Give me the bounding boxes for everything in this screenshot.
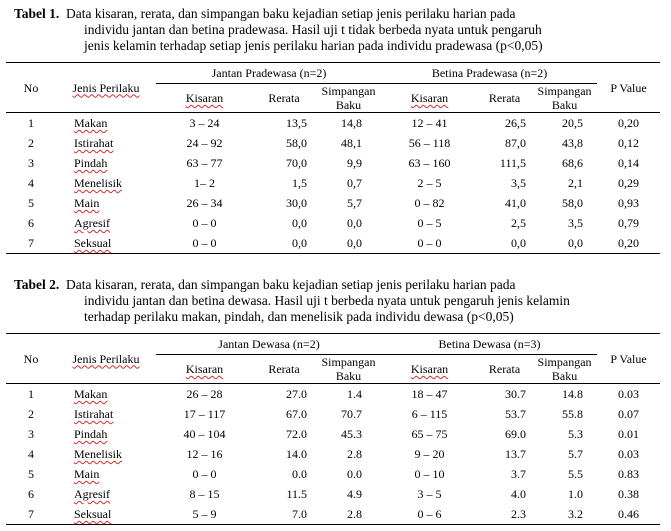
cell-js: 2.8 <box>315 504 382 525</box>
cell-no: 6 <box>28 487 34 501</box>
table-row <box>6 464 660 484</box>
cell-jr: 1,5 <box>292 176 307 190</box>
cell-ba: 12 – 41 <box>411 116 448 130</box>
cell-jr: 58,0 <box>286 136 307 150</box>
cell-js: 9,9 <box>347 156 363 170</box>
cell-jr: 67.0 <box>286 407 307 421</box>
cell-br: 4.0 <box>511 487 527 501</box>
cell-jr: 0.0 <box>292 467 307 481</box>
cell-name: Seksual <box>56 233 156 254</box>
cell-ja: 63 – 77 <box>186 156 223 170</box>
cell-ba: 0 – 82 <box>414 196 445 210</box>
cell-no: 5 <box>28 196 34 210</box>
cell-br: 0,0 <box>477 233 532 254</box>
table-row <box>6 193 660 213</box>
cell-p: 0,93 <box>618 196 640 210</box>
cell-p: 0,12 <box>618 136 640 150</box>
table-row <box>6 133 660 153</box>
cell-js: 0.0 <box>347 467 363 481</box>
cell-name: Istirahat <box>74 136 114 150</box>
cell-bs: 5.7 <box>568 447 584 461</box>
cell-jr: 27.0 <box>286 387 307 401</box>
col-kisaran-header: Kisaran <box>156 84 253 113</box>
cell-ja: 0 – 0 <box>192 216 217 230</box>
cell-ja: 8 – 15 <box>189 487 220 501</box>
col-kisaran-header: Kisaran <box>382 84 477 113</box>
cell-jr: 11.5 <box>286 487 307 501</box>
col-simpangan-header: Simpangan Baku <box>315 84 382 113</box>
cell-p: 0.03 <box>618 387 640 401</box>
table2-caption-line2: individu jantan dan betina dewasa. Hasil uji t berbeda nyata untuk pengaruh jenis kelamin <box>84 293 570 308</box>
cell-ja: 5 – 9 <box>156 504 253 525</box>
table1-caption-line2: individu jantan dan betina pradewasa. Hasil uji t tidak berbeda nyata untuk pengaruh <box>84 22 542 37</box>
cell-name: Makan <box>74 116 108 130</box>
cell-name: Agresif <box>74 487 110 501</box>
cell-name: Menelisik <box>74 447 122 461</box>
table-row <box>6 484 660 504</box>
cell-js: 2.8 <box>347 447 363 461</box>
col-no-header: No <box>6 334 56 384</box>
cell-bs: 5.3 <box>568 427 584 441</box>
cell-br: 13.7 <box>505 447 527 461</box>
cell-br: 26,5 <box>505 116 527 130</box>
cell-bs: 1.0 <box>568 487 584 501</box>
cell-bs: 68,6 <box>562 156 584 170</box>
cell-jr: 0,0 <box>292 216 307 230</box>
cell-p: 0.03 <box>618 447 640 461</box>
cell-jr: 14.0 <box>286 447 307 461</box>
table-row <box>6 213 660 233</box>
table2-caption-line1: Tabel 2. Data kisaran, rerata, dan simpangan baku kejadian setiap jenis perilaku harian pada <box>14 277 516 292</box>
cell-no: 3 <box>28 427 34 441</box>
col-jenis-header: Jenis Perilaku <box>56 63 156 113</box>
cell-ba: 9 – 20 <box>414 447 445 461</box>
cell-p: 0,79 <box>618 216 640 230</box>
cell-br: 111,5 <box>499 156 527 170</box>
cell-bs: 3.2 <box>532 504 597 525</box>
cell-js: 70.7 <box>341 407 363 421</box>
cell-p: 0,14 <box>618 156 640 170</box>
cell-ba: 0 – 10 <box>414 467 445 481</box>
cell-ja: 3 – 24 <box>189 116 220 130</box>
cell-no: 2 <box>28 407 34 421</box>
cell-name: Pindah <box>74 427 108 441</box>
cell-no: 4 <box>28 447 34 461</box>
col-rerata-header: Rerata <box>477 84 532 113</box>
col-pvalue-header: P Value <box>597 334 660 384</box>
cell-br: 30.7 <box>505 387 527 401</box>
cell-ba: 65 – 75 <box>411 427 448 441</box>
table-row <box>6 404 660 424</box>
cell-p: 0,29 <box>618 176 640 190</box>
cell-ja: 24 – 92 <box>186 136 223 150</box>
cell-no: 1 <box>28 387 34 401</box>
cell-js: 5,7 <box>347 196 363 210</box>
cell-no: 1 <box>28 116 34 130</box>
cell-bs: 3,5 <box>568 216 584 230</box>
cell-br: 2,5 <box>511 216 527 230</box>
cell-bs: 5.5 <box>568 467 584 481</box>
cell-ba: 3 – 5 <box>417 487 442 501</box>
cell-p: 0,20 <box>618 116 640 130</box>
cell-jr: 13,5 <box>286 116 307 130</box>
cell-js: 14,8 <box>341 116 363 130</box>
table2-body <box>6 384 660 525</box>
cell-ja: 26 – 28 <box>186 387 223 401</box>
cell-name: Menelisik <box>74 176 122 190</box>
table1-group-jantan: Jantan Pradewasa (n=2) <box>156 63 382 84</box>
col-simpangan-header: Simpangan Baku <box>532 84 597 113</box>
cell-ba: 56 – 118 <box>408 136 451 150</box>
cell-jr: 0,0 <box>253 233 315 254</box>
table-row <box>6 384 660 405</box>
cell-jr: 30,0 <box>286 196 307 210</box>
cell-js: 0,0 <box>347 216 363 230</box>
cell-br: 87,0 <box>505 136 527 150</box>
cell-br: 53.7 <box>505 407 527 421</box>
cell-ba: 2 – 5 <box>417 176 442 190</box>
cell-no: 6 <box>28 216 34 230</box>
cell-bs: 14.8 <box>562 387 584 401</box>
cell-name: Pindah <box>74 156 108 170</box>
cell-ba: 18 – 47 <box>411 387 448 401</box>
cell-ba: 0 – 5 <box>417 216 442 230</box>
table2-group-betina: Betina Dewasa (n=3) <box>382 334 597 355</box>
cell-name: Seksual <box>56 504 156 525</box>
table-row <box>6 233 660 254</box>
cell-js: 0,0 <box>315 233 382 254</box>
cell-ba: 63 – 160 <box>408 156 451 170</box>
table1-label: Tabel 1. <box>14 6 60 21</box>
cell-no: 5 <box>28 467 34 481</box>
cell-ja: 17 – 117 <box>183 407 226 421</box>
table1-group-betina: Betina Pradewasa (n=2) <box>382 63 597 84</box>
cell-p: 0.01 <box>618 427 640 441</box>
cell-name: Main <box>74 467 100 481</box>
table1 <box>6 62 660 254</box>
cell-name: Istirahat <box>74 407 114 421</box>
cell-ba: 0 – 0 <box>382 233 477 254</box>
cell-br: 2.3 <box>477 504 532 525</box>
cell-br: 3.7 <box>511 467 527 481</box>
cell-ja: 0 – 0 <box>156 233 253 254</box>
col-simpangan-header: Simpangan Baku <box>315 355 382 384</box>
cell-br: 3,5 <box>511 176 527 190</box>
col-rerata-header: Rerata <box>477 355 532 384</box>
table2-caption <box>14 277 659 325</box>
table2 <box>6 333 660 525</box>
col-rerata-header: Rerata <box>253 84 315 113</box>
cell-p: 0.46 <box>597 504 660 525</box>
cell-no: 2 <box>28 136 34 150</box>
cell-jr: 7.0 <box>253 504 315 525</box>
cell-bs: 58,0 <box>562 196 584 210</box>
cell-bs: 0,0 <box>532 233 597 254</box>
cell-name: Agresif <box>74 216 110 230</box>
table2-header-row1 <box>6 334 660 355</box>
col-simpangan-header: Simpangan Baku <box>532 355 597 384</box>
cell-jr: 72.0 <box>286 427 307 441</box>
cell-bs: 2,1 <box>568 176 584 190</box>
table-row <box>6 504 660 525</box>
cell-bs: 20,5 <box>562 116 584 130</box>
cell-ja: 0 – 0 <box>192 467 217 481</box>
table1-caption-line3: jenis kelamin terhadap setiap jenis perilaku harian pada individu pradewasa (p<0,05) <box>84 38 543 53</box>
cell-ba: 0 – 6 <box>382 504 477 525</box>
table2-caption-line3: terhadap perilaku makan, pindah, dan menelisik pada individu dewasa (p<0,05) <box>84 309 514 324</box>
cell-p: 0.38 <box>618 487 640 501</box>
cell-js: 0,7 <box>347 176 363 190</box>
cell-ba: 6 – 115 <box>411 407 448 421</box>
cell-no: 4 <box>28 176 34 190</box>
table-row <box>6 173 660 193</box>
cell-br: 41,0 <box>505 196 527 210</box>
cell-p: 0,20 <box>597 233 660 254</box>
cell-bs: 43,8 <box>562 136 584 150</box>
table-row <box>6 113 660 134</box>
table2-label: Tabel 2. <box>14 277 60 292</box>
cell-ja: 26 – 34 <box>186 196 223 210</box>
cell-p: 0.83 <box>618 467 640 481</box>
cell-no: 3 <box>28 156 34 170</box>
cell-js: 1.4 <box>347 387 363 401</box>
table1-body <box>6 113 660 254</box>
cell-ja: 40 – 104 <box>183 427 226 441</box>
cell-ja: 12 – 16 <box>186 447 223 461</box>
table-row <box>6 424 660 444</box>
table-row <box>6 444 660 464</box>
cell-name: Main <box>74 196 100 210</box>
cell-js: 45.3 <box>341 427 363 441</box>
table1-caption-line1: Tabel 1. Data kisaran, rerata, dan simpangan baku kejadian setiap jenis perilaku harian pada <box>14 6 516 21</box>
cell-js: 48,1 <box>341 136 363 150</box>
cell-js: 4.9 <box>347 487 363 501</box>
cell-jr: 70,0 <box>286 156 307 170</box>
table-row <box>6 153 660 173</box>
col-pvalue-header: P Value <box>597 63 660 113</box>
cell-br: 69.0 <box>505 427 527 441</box>
cell-ja: 1– 2 <box>194 176 215 190</box>
col-no-header: No <box>6 63 56 113</box>
col-kisaran-header: Kisaran <box>156 355 253 384</box>
cell-bs: 55.8 <box>562 407 584 421</box>
cell-no: 7 <box>6 233 56 254</box>
col-rerata-header: Rerata <box>253 355 315 384</box>
col-kisaran-header: Kisaran <box>382 355 477 384</box>
cell-name: Makan <box>74 387 108 401</box>
cell-p: 0.07 <box>618 407 640 421</box>
table1-header-row1 <box>6 63 660 84</box>
cell-no: 7 <box>6 504 56 525</box>
table1-caption <box>14 6 659 54</box>
table2-group-jantan: Jantan Dewasa (n=2) <box>156 334 382 355</box>
col-jenis-header: Jenis Perilaku <box>56 334 156 384</box>
